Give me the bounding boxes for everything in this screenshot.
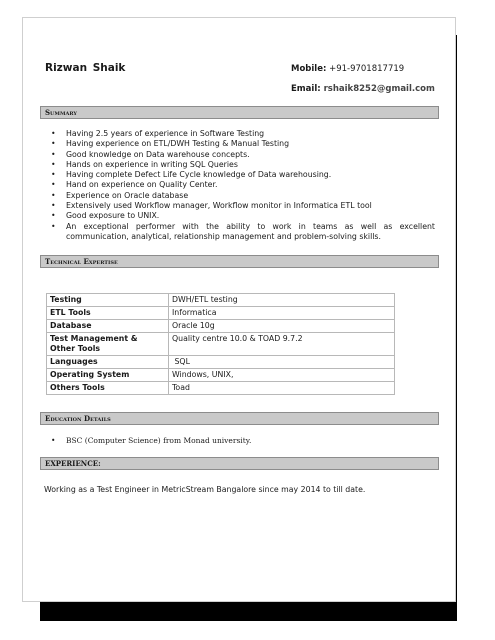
skill-value: Informatica [169, 307, 395, 320]
summary-item: • Hands on experience in writing SQL Queries [51, 160, 435, 170]
table-row [47, 356, 395, 369]
candidate-name: Rizwan Shaik [45, 62, 126, 74]
skill-key: Database [47, 320, 169, 333]
email-value: rshaik8252@gmail.com [323, 84, 435, 94]
table-row [47, 369, 395, 382]
summary-item: • Hand on experience on Quality Center. [51, 180, 435, 190]
skill-value: Windows, UNIX, [169, 369, 395, 382]
education-item: • BSC (Computer Science) from Monad university. [51, 436, 251, 445]
mobile-value: +91-9701817719 [329, 64, 405, 74]
table-row [47, 333, 395, 356]
summary-item: • Good exposure to UNIX. [51, 211, 435, 221]
technical-heading: Technical Expertise [40, 255, 439, 268]
summary-list [51, 129, 435, 242]
skill-key: Operating System [47, 369, 169, 382]
summary-item: • Good knowledge on Data warehouse concepts. [51, 150, 435, 160]
skill-value: DWH/ETL testing [169, 294, 395, 307]
summary-item: • Having complete Defect Life Cycle knowledge of Data warehousing. [51, 170, 435, 180]
mobile-line [291, 64, 404, 74]
skill-key: ETL Tools [47, 307, 169, 320]
summary-item: • Experience on Oracle database [51, 191, 435, 201]
email-line [291, 84, 435, 94]
skill-value: Quality centre 10.0 & TOAD 9.7.2 [169, 333, 395, 356]
experience-heading: EXPERIENCE: [40, 457, 439, 470]
email-label: Email: [291, 84, 321, 94]
skill-value: Oracle 10g [169, 320, 395, 333]
experience-text: Working as a Test Engineer in MetricStream Bangalore since may 2014 to till date. [44, 485, 366, 494]
skill-key: Testing [47, 294, 169, 307]
skills-table [46, 293, 395, 395]
mobile-label: Mobile: [291, 64, 327, 74]
summary-item: • Having experience on ETL/DWH Testing & Manual Testing [51, 139, 435, 149]
skill-key: Others Tools [47, 382, 169, 395]
table-row [47, 382, 395, 395]
skill-key: Test Management & Other Tools [47, 333, 169, 356]
summary-item: • Having 2.5 years of experience in Software Testing [51, 129, 435, 139]
skill-key: Languages [47, 356, 169, 369]
table-row [47, 294, 395, 307]
summary-item: • An exceptional performer with the ability to work in teams as well as excellent communication, analytical, relationship management and problem-solving skills. [51, 222, 435, 243]
summary-heading: Summary [40, 106, 439, 119]
resume-page [22, 17, 456, 602]
table-row [47, 320, 395, 333]
table-row [47, 307, 395, 320]
skill-value: SQL [169, 356, 395, 369]
education-heading: Education Details [40, 412, 439, 425]
summary-item: • Extensively used Workflow manager, Workflow monitor in Informatica ETL tool [51, 201, 435, 211]
skill-value: Toad [169, 382, 395, 395]
